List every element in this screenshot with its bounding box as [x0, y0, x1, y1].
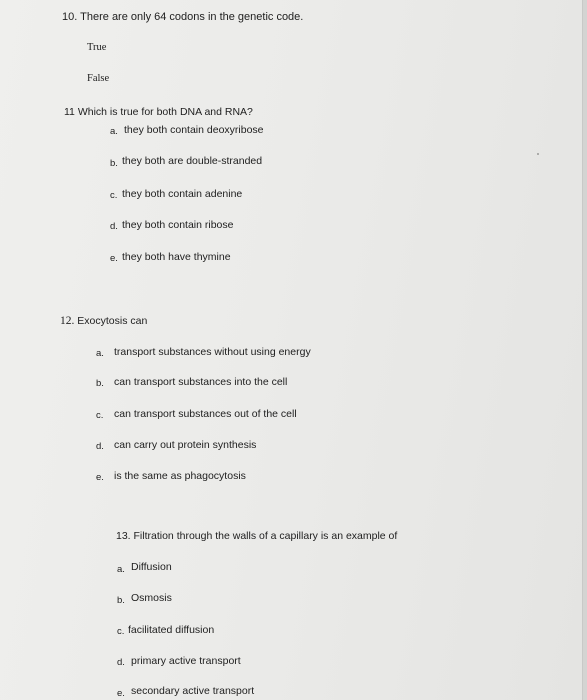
- q12-option-b-letter: b.: [96, 378, 104, 389]
- q12-option-a[interactable]: transport substances without using energy: [114, 346, 311, 358]
- q11-option-c[interactable]: they both contain adenine: [122, 188, 243, 200]
- q11-option-c-letter: c.: [110, 190, 118, 201]
- question-13-text: 13. Filtration through the walls of a capillary is an example of: [116, 530, 398, 542]
- question-11-text: 11 Which is true for both DNA and RNA?: [64, 106, 253, 118]
- q13-option-d-letter: d.: [117, 657, 125, 668]
- q12-option-c[interactable]: can transport substances out of the cell: [114, 408, 297, 420]
- q12-option-d-letter: d.: [96, 441, 104, 452]
- paper-speck: [537, 153, 539, 155]
- q12-number: 12.: [60, 315, 75, 327]
- q11-option-a[interactable]: they both contain deoxyribose: [124, 124, 264, 136]
- q11-option-d[interactable]: they both contain ribose: [122, 219, 234, 231]
- q11-option-d-letter: d.: [110, 221, 118, 232]
- q12-option-d[interactable]: can carry out protein synthesis: [114, 439, 257, 451]
- q12-option-e-letter: e.: [96, 472, 104, 483]
- q12-option-c-letter: c.: [96, 410, 104, 421]
- q12-text: Exocytosis can: [74, 315, 148, 327]
- q13-option-a-letter: a.: [117, 564, 125, 575]
- q11-option-e-letter: e.: [110, 253, 118, 264]
- q10-option-false[interactable]: False: [87, 73, 110, 84]
- q13-option-d[interactable]: primary active transport: [131, 655, 241, 667]
- q12-option-b[interactable]: can transport substances into the cell: [114, 376, 288, 388]
- q13-option-e[interactable]: secondary active transport: [131, 685, 255, 697]
- q13-option-e-letter: e.: [117, 688, 125, 699]
- page-edge-shadow: [583, 0, 587, 700]
- question-10-text: 10. There are only 64 codons in the genetic code.: [62, 11, 304, 23]
- q13-option-b[interactable]: Osmosis: [131, 592, 172, 604]
- q11-option-b-letter: b.: [110, 158, 118, 169]
- q10-option-true[interactable]: True: [87, 42, 107, 53]
- q13-option-b-letter: b.: [117, 595, 125, 606]
- q13-option-a[interactable]: Diffusion: [131, 561, 172, 573]
- q12-option-a-letter: a.: [96, 348, 104, 359]
- question-12-text: [60, 315, 147, 328]
- q11-option-a-letter: a.: [110, 126, 118, 137]
- q12-option-e[interactable]: is the same as phagocytosis: [114, 470, 246, 482]
- q13-option-c[interactable]: facilitated diffusion: [128, 624, 215, 636]
- q11-option-e[interactable]: they both have thymine: [122, 251, 231, 263]
- q11-option-b[interactable]: they both are double-stranded: [122, 155, 263, 167]
- q13-option-c-letter: c.: [117, 626, 125, 637]
